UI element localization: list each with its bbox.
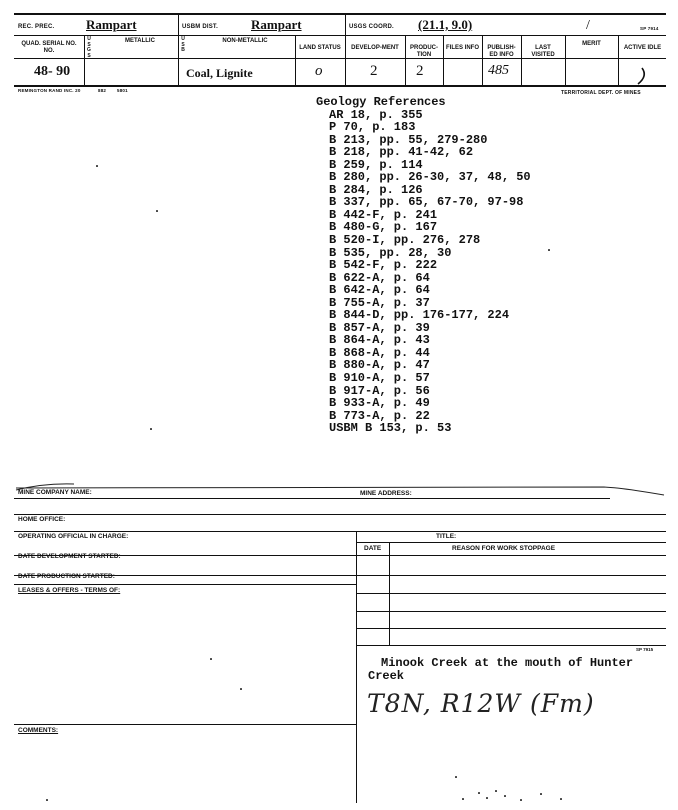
form-number-mid: SP 7915 — [636, 647, 654, 652]
nonmetallic-value: Coal, Lignite — [186, 66, 253, 80]
usgs-coord-value: (21.1, 9.0) — [418, 17, 473, 32]
operating-official-label: OPERATING OFFICIAL IN CHARGE: — [18, 533, 129, 540]
date-development-label: DATE DEVELOPMENT STARTED: — [18, 553, 121, 560]
nonmetallic-label: NON-METALLIC — [222, 38, 268, 44]
location-text: Minook Creek at the mouth of Hunter Creek — [368, 656, 634, 683]
usbm-dist-value: Rampart — [251, 17, 302, 32]
reference-item: B 868-A, p. 44 — [329, 345, 430, 360]
township-range: T8N, R12W (Fm) — [367, 689, 595, 718]
published-info-label: PUBLISH-ED INFO — [487, 45, 516, 58]
land-status-value: o — [315, 63, 323, 79]
quad-serial-label: QUAD. SERIAL NO. NO. — [21, 41, 77, 54]
reference-item: B 442-F, p. 241 — [329, 207, 438, 222]
usbm-label: U S B — [181, 36, 185, 53]
land-status-label: LAND STATUS — [299, 45, 341, 51]
title-label: TITLE: — [436, 533, 457, 540]
reference-item: AR 18, p. 355 — [329, 107, 423, 122]
comments-label: COMMENTS: — [18, 727, 59, 734]
date-column-header: DATE — [364, 545, 382, 552]
reference-item: B 259, p. 114 — [329, 157, 423, 172]
territorial-label: TERRITORIAL DEPT. OF MINES — [561, 90, 641, 96]
imprint: REMINGTON RAND INC. 20 — [18, 88, 81, 93]
coord-mark: / — [586, 18, 590, 33]
production-label: PRODUC-TION — [410, 45, 438, 58]
scribble-line — [14, 478, 666, 500]
reference-item: B 480-G, p. 167 — [329, 220, 438, 235]
development-label: DEVELOP-MENT — [351, 45, 399, 51]
published-info-value: 485 — [488, 63, 509, 78]
usgs-coord-label: USGS COORD. — [349, 24, 394, 30]
usgs-label: U S G S — [87, 36, 91, 59]
reference-item: USBM B 153, p. 53 — [329, 421, 452, 436]
reference-item: B 755-A, p. 37 — [329, 295, 430, 310]
form-number-top: SP 7914 — [640, 26, 659, 31]
reference-item: B 642-A, p. 64 — [329, 283, 430, 298]
reference-item: B 280, pp. 26-30, 37, 48, 50 — [329, 170, 531, 185]
mine-address-label: MINE ADDRESS: — [360, 490, 412, 497]
reference-item: B 880-A, p. 47 — [329, 358, 430, 373]
reference-item: B 773-A, p. 22 — [329, 408, 430, 423]
reference-item: B 622-A, p. 64 — [329, 270, 430, 285]
reference-item: B 844-D, pp. 176-177, 224 — [329, 308, 510, 323]
reference-item: B 910-A, p. 57 — [329, 371, 430, 386]
metallic-label: METALLIC — [125, 38, 155, 44]
mine-company-label: MINE COMPANY NAME: — [18, 489, 92, 496]
reference-item: B 857-A, p. 39 — [329, 320, 430, 335]
active-idle-label: ACTIVE IDLE — [623, 45, 662, 51]
reference-item: B 535, pp. 28, 30 — [329, 245, 452, 260]
development-value: 2 — [370, 63, 378, 79]
reference-item: B 933-A, p. 49 — [329, 396, 430, 411]
leases-label: LEASES & OFFERS - TERMS OF: — [18, 587, 121, 594]
merit-label: MERIT — [582, 41, 601, 47]
production-value: 2 — [416, 63, 424, 79]
reference-item: B 520-I, pp. 276, 278 — [329, 233, 481, 248]
reference-item: P 70, p. 183 — [329, 120, 416, 135]
reason-column-header: REASON FOR WORK STOPPAGE — [452, 545, 556, 552]
imprint-code-2: 5801 — [117, 88, 128, 93]
reference-item: B 213, pp. 55, 279-280 — [329, 132, 488, 147]
rec-prec-value: Rampart — [86, 17, 137, 32]
imprint-code-1: 882 — [98, 88, 107, 93]
date-production-label: DATE PRODUCTION STARTED: — [18, 573, 115, 580]
home-office-label: HOME OFFICE: — [18, 516, 66, 523]
files-info-label: FILES INFO — [446, 45, 479, 51]
geology-references — [316, 96, 531, 435]
rec-prec-label: REC. PREC. — [18, 24, 55, 30]
reference-item: B 218, pp. 41-42, 62 — [329, 145, 474, 160]
reference-item: B 864-A, p. 43 — [329, 333, 430, 348]
reference-item: B 284, p. 126 — [329, 182, 423, 197]
reference-item: B 337, pp. 65, 67-70, 97-98 — [329, 195, 524, 210]
active-check-mark — [632, 66, 652, 86]
reference-item: B 917-A, p. 56 — [329, 383, 430, 398]
reference-item: B 542-F, p. 222 — [329, 258, 438, 273]
references-title: Geology References — [316, 95, 446, 109]
last-visited-label: LAST VISITED — [531, 45, 555, 58]
quad-serial-value: 48- 90 — [34, 64, 71, 79]
usbm-dist-label: USBM DIST. — [182, 24, 219, 30]
reference-list — [316, 109, 531, 435]
